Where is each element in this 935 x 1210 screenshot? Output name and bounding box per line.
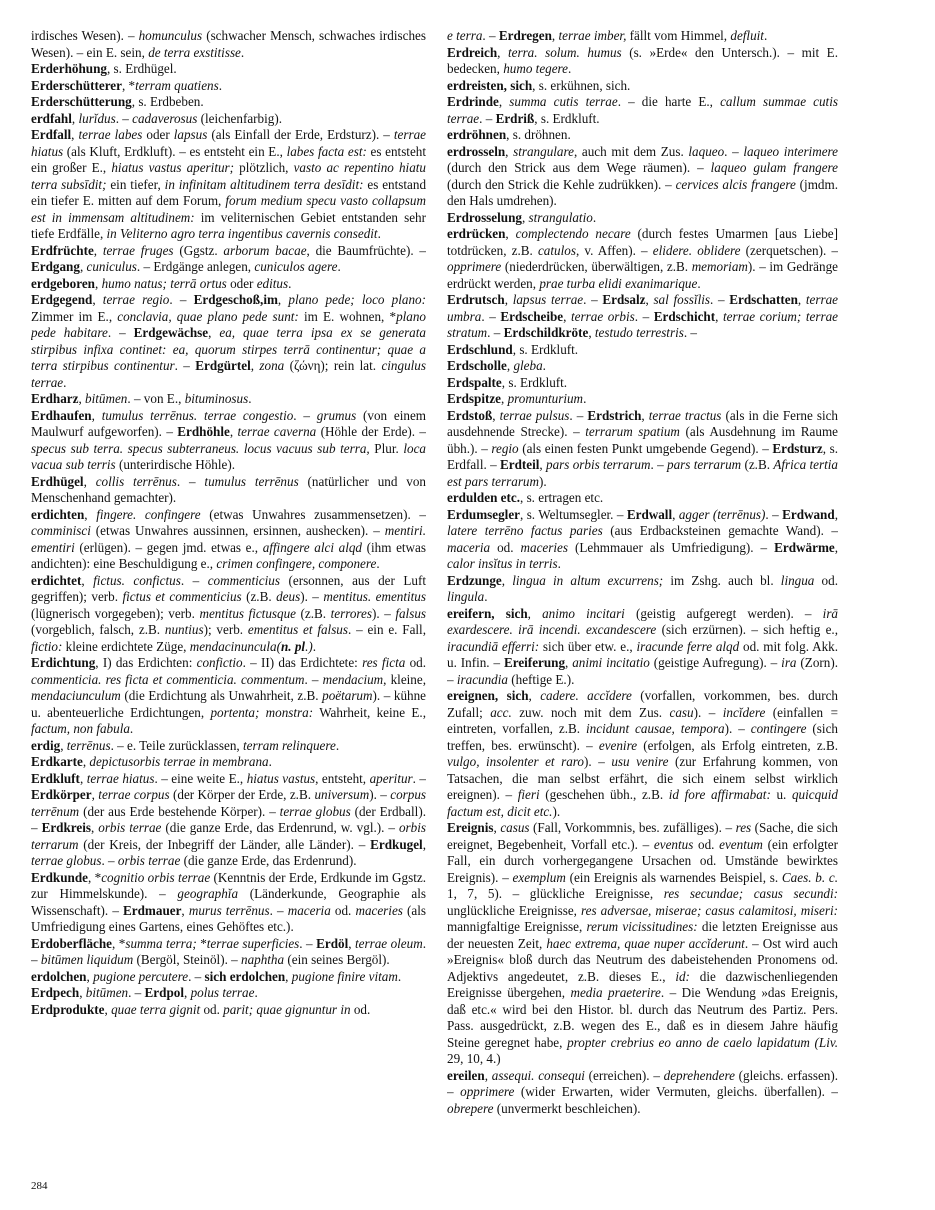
dictionary-entry: Erdreich, terra. solum. humus (s. »Erde« den Untersch.). – mit E. bedecken, humo tegere. <box>447 44 838 76</box>
dictionary-entry: Erderschütterung, s. Erdbeben. <box>31 94 204 109</box>
dictionary-entry: Erdhaufen, tumulus terrēnus. terrae congestio. – grumus (von einem Maulwurf aufgeworfen). – Erdhöhle, terrae caverna (Höhle der Erde). – specus sub terra. specus subterraneus. locus vacuus sub terra, Plur. loca vacua sub terris (unterirdische Höhle). <box>31 407 426 472</box>
dictionary-entry: Erdoberfläche, *summa terra; *terrae superficies. – Erdöl, terrae oleum. – bitūmen liquidum (Bergöl, Steinöl). – naphtha (ein seines Bergöl). <box>31 935 426 967</box>
dictionary-entry: Erdharz, bitūmen. – von E., bituminosus. <box>31 391 252 406</box>
dictionary-entry: Erdichtung, I) das Erdichten: confictio. – II) das Erdichtete: res ficta od. commenticia. res ficta et commenticia. commentum. – mendacium, kleine, mendaciunculum (die Erdichtung als Unwahrheit, z.B. poëtarum). – kühne u. abenteuerliche Erdichtungen, portenta; monstra: Wahrheit, keine E., factum, non fabula. <box>31 655 426 736</box>
dictionary-entry: erdröhnen, s. dröhnen. <box>447 127 571 142</box>
dictionary-entry: Erdspitze, promunturium. <box>447 391 587 406</box>
dictionary-entry: e terra. – Erdregen, terrae imber, fällt vom Himmel, defluit. <box>447 28 768 43</box>
dictionary-entry: Erdhügel, collis terrēnus. – tumulus terrēnus (natürlicher und von Menschenhand gemachter). <box>31 473 426 505</box>
dictionary-entry: Erderhöhung, s. Erdhügel. <box>31 61 177 76</box>
dictionary-entry: Erdrutsch, lapsus terrae. – Erdsalz, sal fossĭlis. – Erdschatten, terrae umbra. – Erdscheibe, terrae orbis. – Erdschicht, terrae corium; terrae stratum. – Erdschildkröte, testudo terrestris. – <box>447 292 838 340</box>
dictionary-entry: Erdfall, terrae labes oder lapsus (als Einfall der Erde, Erdsturz). – terrae hiatus (als Kluft, Erdkluft). – es entsteht ein E., labes facta est: es entsteht ein großer E., hiatus vastus aperitur; plötzlich, vasto ac repentino hiatu terra subsīdit; ein tiefer, in infinitam altitudinem terra desīdit: es entstand ein tiefer E. mitten auf dem Forum, forum medium specu vasto collapsum est in immensam altitudinem: im veliternischen Gebiet entstanden sehr tiefe Erdfälle, in Veliterno agro terra ingentibus cavernis consedit. <box>31 127 426 241</box>
dictionary-entry: erdichten, fingere. confingere (etwas Unwahres zusammensetzen). – comminisci (etwas Unwahres aussinnen, ersinnen, aushecken). – mentiri. ementiri (erlügen). – gegen jmd. etwas e., affingere alci alqd (ihm etwas andichten): eine Beschuldigung e., crimen confingere, componere. <box>31 506 426 571</box>
dictionary-entry: Erdstoß, terrae pulsus. – Erdstrich, terrae tractus (als in die Ferne sich ausdehnende Strecke). – terrarum spatium (als Ausdehnung im Raume übh.). – regio (als einen festen Punkt umgebende Gegend). – Erdsturz, s. Erdfall. – Erdteil, pars orbis terrarum. – pars terrarum (z.B. Africa tertia est pars terrarum). <box>447 407 838 489</box>
dictionary-entry: Erdzunge, lingua in altum excurrens; im Zshg. auch bl. lingua od. lingula. <box>447 572 838 604</box>
left-column <box>31 28 426 1178</box>
dictionary-entry: erdgeboren, humo natus; terrā ortus oder editus. <box>31 275 292 291</box>
dictionary-entry: erdfahl, lurĭdus. – cadaverosus (leichenfarbig). <box>31 110 282 126</box>
dictionary-entry: erdig, terrēnus. – e. Teile zurücklassen, terram relinquere. <box>31 737 340 753</box>
dictionary-entry: ereignen, sich, cadere. accĭdere (vorfallen, vorkommen, bes. durch Zufall; acc. zuw. noch mit dem Zus. casu). – incĭdere (einfallen = eintreten, vorfallen, z.B. incidunt causae, tempora). – contingere (sich treffen, bes. erwünscht). – evenire (erfolgen, als Erfolg eintreten, z.B. vulgo, insolenter et raro). – usu venire (zur Erfahrung kommen, von Tatsachen, die man selbst erfährt, die sich einem selbst wirklich ereignen). – fieri (geschehen übh., z.B. id fore affirmabat: u. quicquid factum est, dicit etc.). <box>447 688 838 819</box>
dictionary-entry: Ereignis, casus (Fall, Vorkommnis, bes. zufälliges). – res (Sache, die sich ereignet, Begebenheit, Vorfall etc.). – eventus od. eventum (ein erfolgter Fall, ein durch vorhergegangene Ursachen od. Umstände bewirktes Ereignis). – exemplum (ein Ereignis als warnendes Beispiel, s. Caes. b. c. 1, 7, 5). – glückliche Ereignisse, res secundae; casus secundi: unglückliche Ereignisse, res adversae, miserae; casus calamitosi, miseri: mannigfaltige Ereignisse, rerum vicissitudines: die letzten Ereignisse aus der neuesten Zeit, haec extrema, quae nuper accĭderunt. – Ost wird auch »Ereignis« bloß durch das Neutrum des dabeistehenden Pronomens od. Adjektivs angedeutet, z.B. dieses E., id: die dazwischenliegenden Ereignisse übergehen, media praeterire. – Die Wendung »das Ereignis, daß etc.« wird bei den Histor. bl. durch das Neutrum des Partiz. Pers. Pass. ausgedrückt, z.B. wegen des E., daß es in diesem Jahre häufig Steine geregnet habe, propter crebrius eo anno de caelo lapidatum (Liv. 29, 10, 4.) <box>447 820 838 1066</box>
dictionary-entry: Erdpech, bitūmen. – Erdpol, polus terrae. <box>31 985 258 1000</box>
dictionary-entry: ereifern, sich, animo incitari (geistig aufgeregt werden). – irā exardescere. irā incendi. excandescere (sich erzürnen). – sich heftig e., iracundiā efferri: sich über etw. e., iracunde ferre alqd od. mit folg. Akk. u. Infin. – Ereiferung, animi incitatio (geistige Aufregung). – ira (Zorn). – iracundia (heftige E.). <box>447 605 838 687</box>
dictionary-entry: erdolchen, pugione percutere. – sich erdolchen, pugione finire vitam. <box>31 968 402 984</box>
dictionary-entry: Erdscholle, gleba. <box>447 358 546 373</box>
dictionary-entry: Erdumsegler, s. Weltumsegler. – Erdwall, agger (terrēnus). – Erdwand, latere terrēno factus paries (aus Erdbacksteinen gemachte Wand). – maceria od. maceries (Lehmmauer als Umfriedigung). – Erdwärme, calor insĭtus in terris. <box>447 506 838 571</box>
dictionary-entry: erdichtet, fictus. confictus. – commenticius (ersonnen, aus der Luft gegriffen); verb. fictus et commenticius (z.B. deus). – mentitus. ementitus (lügnerisch vorgegeben); verb. mentitus fictusque (z.B. terrores). – falsus (vorgeblich, falsch, z.B. nuntius); verb. ementitus et falsus. – ein e. Fall, fictio: kleine erdichtete Züge, mendacinuncula(n. pl.). <box>31 572 426 654</box>
dictionary-entry: Erdkarte, depictusorbis terrae in membrana. <box>31 754 272 769</box>
dictionary-entry: Erdschlund, s. Erdkluft. <box>447 341 579 357</box>
dictionary-entry: Erdspalte, s. Erdkluft. <box>447 374 568 390</box>
dictionary-entry: Erderschütterer, *terram quatiens. <box>31 77 223 93</box>
dictionary-entry: erdrosseln, strangulare, auch mit dem Zus. laqueo. – laqueo interimere (durch den Strick aus dem Wege räumen). – laqueo gulam frangere (durch den Strick die Kehle zudrükken). – cervices alcis frangere (jmdm. den Hals umdrehen). <box>447 143 838 208</box>
dictionary-entry: Erdgegend, terrae regio. – Erdgeschoß,im, plano pede; loco plano: Zimmer im E., conclavia, quae plano pede sunt: im E. wohnen, *plano pede habitare. – Erdgewächse, ea, quae terra ipsa ex se generata stirpibus infixa continet: ea, quorum stirpes terrā continentur; quae a terra stirpibus continentur. – Erdgürtel, zona (ζώνη); rein lat. cingulus terrae. <box>31 292 426 390</box>
dictionary-entry: erdulden etc., s. ertragen etc. <box>447 490 604 505</box>
dictionary-entry: Erdrinde, summa cutis terrae. – die harte E., callum summae cutis terrae. – Erdriß, s. Erdkluft. <box>447 94 838 126</box>
dictionary-entry: Erdprodukte, quae terra gignit od. parit; quae gignuntur in od. <box>31 1001 371 1017</box>
page-number: 284 <box>31 1180 48 1192</box>
dictionary-entry: erdreisten, sich, s. erkühnen, sich. <box>447 77 631 93</box>
right-column <box>447 28 838 1178</box>
dictionary-entry: Erdkunde, *cognitio orbis terrae (Kenntnis der Erde, Erdkunde im Ggstz. zur Himmelskunde). – geographĭa (Länderkunde, Geographie als Wissenschaft). – Erdmauer, murus terrēnus. – maceria od. maceries (als Umfriedigung eines Gartens, eines Gehöftes etc.). <box>31 869 426 934</box>
dictionary-entry: irdisches Wesen). – homunculus (schwacher Mensch, schwaches irdisches Wesen). – ein E. sein, de terra exstitisse. <box>31 28 426 60</box>
dictionary-entry: Erdfrüchte, terrae fruges (Ggstz. arborum bacae, die Baumfrüchte). – Erdgang, cuniculus. – Erdgänge anlegen, cuniculos agere. <box>31 242 426 274</box>
dictionary-entry: Erdrosselung, strangulatio. <box>447 209 597 225</box>
dictionary-entry: ereilen, assequi. consequi (erreichen). – deprehendere (gleichs. erfassen). – opprimere (wider Erwarten, wider Vermuten, gleichs. überfallen). – obrepere (unvermerkt beschleichen). <box>447 1067 838 1116</box>
dictionary-entry: erdrücken, complectendo necare (durch festes Umarmen [aus Liebe] totdrücken, z.B. catulos, v. Affen). – elidere. oblidere (zerquetschen). – opprimere (niederdrücken, überwältigen, z.B. memoriam). – im Gedränge erdrückt werden, prae turba elidi exanimarique. <box>447 226 838 291</box>
dictionary-entry: Erdkluft, terrae hiatus. – eine weite E., hiatus vastus, entsteht, aperitur. – Erdkörper, terrae corpus (der Körper der Erde, z.B. universum). – corpus terrēnum (der aus Erde bestehende Körper). – terrae globus (der Erdball). – Erdkreis, orbis terrae (die ganze Erde, das Erdenrund, w. vgl.). – orbis terrarum (der Kreis, der Inbegriff der Länder, alle Länder). – Erdkugel, terrae globus. – orbis terrae (die ganze Erde, das Erdenrund). <box>31 770 426 868</box>
